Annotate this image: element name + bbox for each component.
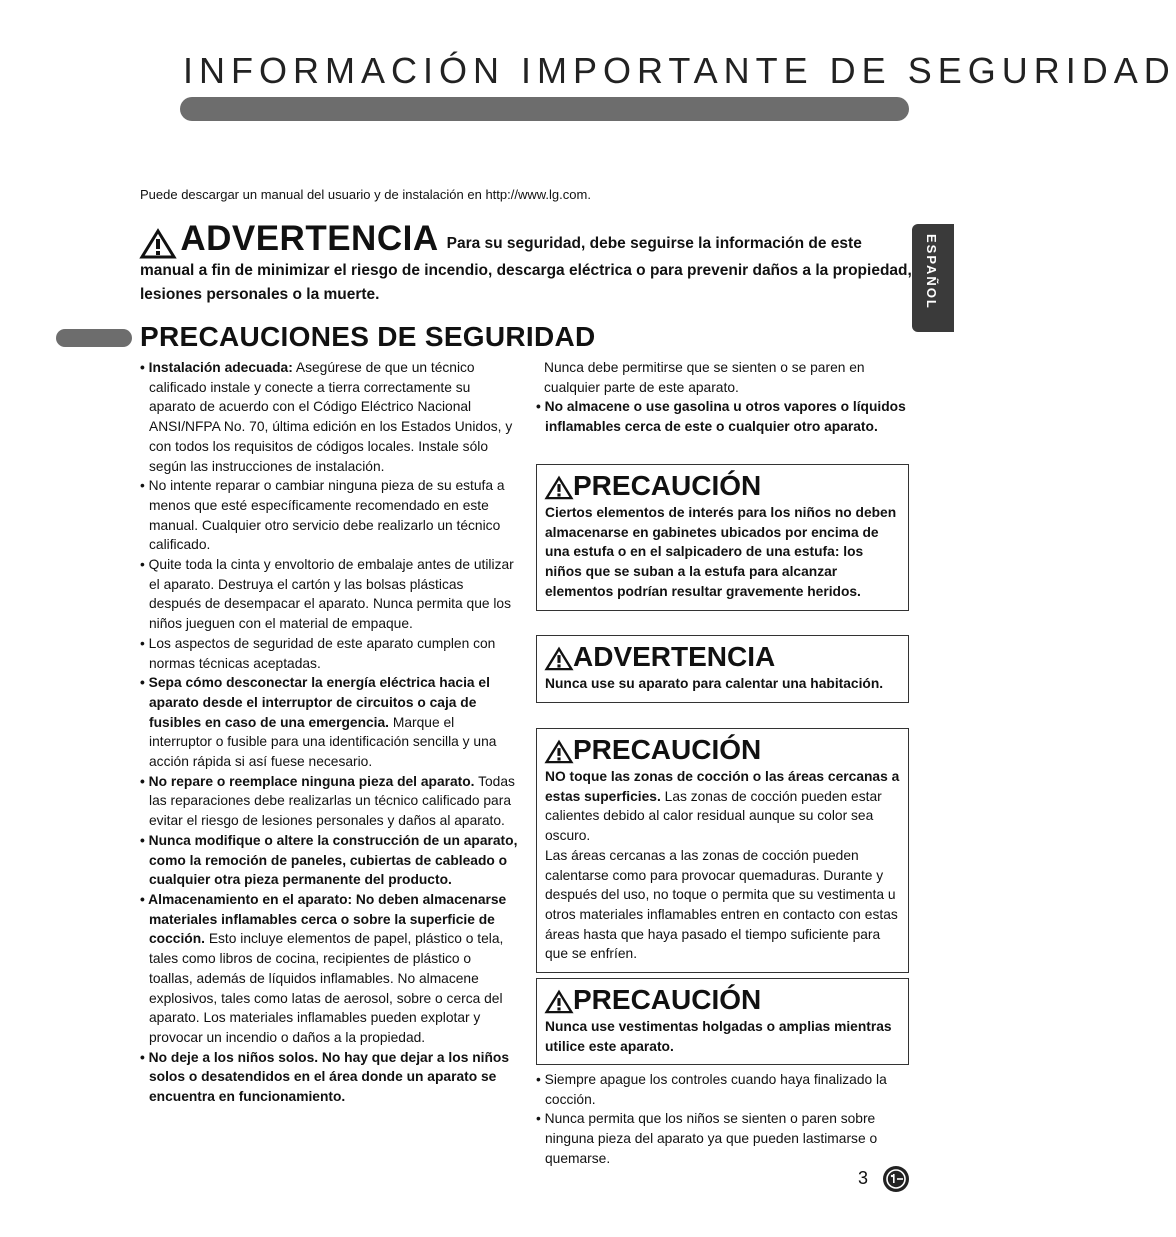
caution-box-children bbox=[536, 464, 909, 611]
language-tab-label: ESPAÑOL bbox=[924, 234, 939, 310]
warning-box-heating bbox=[536, 635, 909, 703]
box-body: NO toque las zonas de cocción o las áreas cercanas a estas superficies. Las zonas de cocción pueden estar calientes debido al calor residual aunque su color sea oscuro. Las áreas cercanas a las zonas de cocción pueden calentarse como para provocar quemaduras. Durante y después del uso, no toque o permita que su vestimenta u otros materiales inflamables entren en contacto con estas áreas hasta que haya pasado el tiempo suficiente para que se enfríen. bbox=[545, 769, 900, 962]
download-note: Puede descargar un manual del usuario y de instalación en http://www.lg.com. bbox=[140, 187, 591, 202]
list-item: • Sepa cómo desconectar la energía eléctrica hacia el aparato desde el interruptor de circuitos o caja de fusibles en caso de una emergencia. Marque el interruptor o fusible para una identificación sencilla y una acción rápida si así fuese necesario. bbox=[140, 675, 497, 770]
main-warning-text: Para su seguridad, debe seguirse la información de este manual a fin de minimizar el riesgo de incendio, descarga eléctrica o para prevenir daños a la propiedad, lesiones personales o la muerte. bbox=[140, 235, 912, 303]
list-item: • Quite toda la cinta y envoltorio de embalaje antes de utilizar el aparato. Destruya el cartón y las bolsas plásticas después de desempacar el aparato. Nunca permita que los niños jueguen con el material de empaque. bbox=[140, 557, 514, 632]
list-item: • Los aspectos de seguridad de este aparato cumplen con normas técnicas aceptadas. bbox=[140, 635, 496, 671]
warning-icon bbox=[545, 647, 573, 671]
continuation-text: Nunca debe permitirse que se sienten o se paren en cualquier parte de este aparato. bbox=[544, 360, 865, 395]
main-warning bbox=[140, 219, 915, 307]
left-column bbox=[140, 358, 518, 1107]
right-column-top bbox=[536, 358, 908, 437]
section-title-bar bbox=[56, 329, 132, 347]
page-title: INFORMACIÓN IMPORTANTE DE SEGURIDAD bbox=[183, 50, 1176, 91]
caution-box-surfaces bbox=[536, 728, 909, 973]
box-body: Nunca use vestimentas holgadas o amplias mientras utilice este aparato. bbox=[545, 1019, 892, 1054]
right-column-bottom bbox=[536, 1070, 908, 1169]
list-item: • No intente reparar o cambiar ninguna pieza de su estufa a menos que esté específicamente recomendado en este manual. Cualquier otro servicio debe realizarlo un técnico calificado. bbox=[140, 478, 505, 553]
warning-icon bbox=[545, 990, 573, 1014]
list-item: • Instalación adecuada: Asegúrese de que un técnico calificado instale y conecte a tierra correctamente su aparato de acuerdo con el Código Eléctrico Nacional ANSI/NFPA No. 70, última edición en los Estados Unidos, y con todos los requisitos de códigos locales. Instale sólo según las instrucciones de instalación. bbox=[140, 360, 513, 474]
warning-icon bbox=[545, 476, 573, 500]
box-label: ADVERTENCIA bbox=[573, 641, 776, 672]
box-label: PRECAUCIÓN bbox=[573, 734, 762, 765]
list-item: • No repare o reemplace ninguna pieza del aparato. Todas las reparaciones debe realizarlas un técnico calificado para evitar el riesgo de lesiones personales y daños al aparato. bbox=[140, 773, 515, 829]
list-item: • Nunca permita que los niños se sienten o paren sobre ninguna pieza del aparato ya que pueden lastimarse o quemarse. bbox=[536, 1111, 878, 1166]
list-item: • No deje a los niños solos. No hay que dejar a los niños solos o desatendidos en el área donde un aparato se encuentra en funcionamiento. bbox=[140, 1049, 509, 1105]
lg-logo-icon bbox=[883, 1166, 909, 1192]
main-warning-label: ADVERTENCIA bbox=[180, 219, 439, 258]
list-item: • Nunca modifique o altere la construcción de un aparato, como la remoción de paneles, cubiertas de cableado o cualquier otra pieza permanente del producto. bbox=[140, 832, 518, 888]
list-item: • Siempre apague los controles cuando haya finalizado la cocción. bbox=[536, 1072, 887, 1107]
box-body: Ciertos elementos de interés para los niños no deben almacenarse en gabinetes ubicados por encima de una estufa o en el salpicadero de una estufa: los niños que se suban a la estufa para alcanzar elementos podrían resultar gravemente heridos. bbox=[545, 505, 897, 599]
warning-icon bbox=[545, 740, 573, 764]
caution-box-clothing bbox=[536, 978, 909, 1065]
box-label: PRECAUCIÓN bbox=[573, 984, 762, 1015]
lg-logo-mark bbox=[883, 1166, 909, 1192]
list-item: • No almacene o use gasolina u otros vapores o líquidos inflamables cerca de este o cualquier otro aparato. bbox=[536, 399, 906, 435]
warning-icon bbox=[140, 229, 176, 259]
title-underline-bar bbox=[180, 97, 909, 121]
page-number: 3 bbox=[858, 1168, 869, 1188]
box-label: PRECAUCIÓN bbox=[573, 470, 762, 501]
list-item: • Almacenamiento en el aparato: No deben almacenarse materiales inflamables cerca o sobre la superficie de cocción. Esto incluye elementos de papel, plástico o tela, tales como libros de cocina, recipientes de plástico o toallas, además de líquidos inflamables. No almacene explosivos, tales como latas de aerosol, sobre o cerca del aparato. Los materiales inflamables pueden explotar y provocar un incendio o daños a la propiedad. bbox=[140, 891, 507, 1045]
section-title: PRECAUCIONES DE SEGURIDAD bbox=[140, 321, 596, 352]
box-body: Nunca use su aparato para calentar una habitación. bbox=[545, 676, 884, 691]
language-tab bbox=[912, 224, 954, 332]
